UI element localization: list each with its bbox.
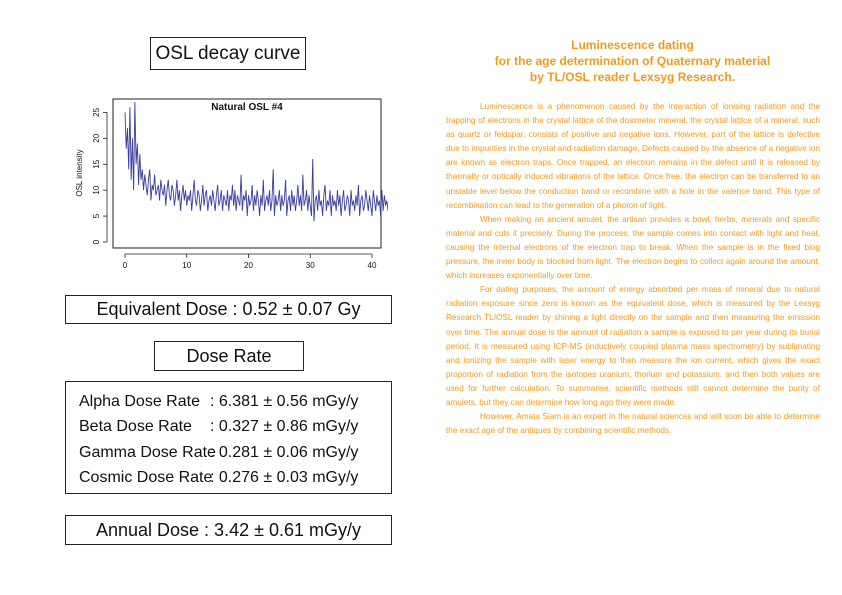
article-title [470, 37, 795, 85]
article-paragraph: When making an ancient amulet, the artisan provides a bowl, herbs, minerals and specific material and cuts it precisely. During the process, the sample comes into contact with light and heat, causing the internal electrons of the electron trap to break. When the sample is in the fixed blog pressure, the inner body is blocked from light. The electron begins to collect again around the amount, which increases exponentially over time. [446, 214, 820, 281]
x-tick-label: 30 [305, 261, 315, 270]
osl-decay-curve-title-text: OSL decay curve [155, 42, 301, 64]
x-tick-label: 10 [182, 261, 192, 270]
x-tick-label: 0 [122, 261, 128, 270]
rate-value: : 0.276 ± 0.03 mGy/y [210, 469, 359, 487]
rate-label: Cosmic Dose Rate [79, 469, 213, 487]
equivalent-dose-text: Equivalent Dose : 0.52 ± 0.07 Gy [96, 299, 361, 319]
osl-decay-chart [68, 92, 388, 277]
alpha-dose-rate-row [66, 389, 391, 415]
y-tick-label: 20 [92, 133, 101, 143]
osl-decay-curve-title [150, 37, 306, 70]
x-tick-label: 20 [244, 261, 253, 270]
x-tick-label: 40 [367, 261, 377, 270]
equivalent-dose-box [65, 295, 392, 324]
cosmic-dose-rate-row [66, 466, 391, 492]
gamma-dose-rate-row [66, 440, 391, 466]
dose-rate-heading: Dose Rate [186, 345, 272, 366]
y-axis [92, 107, 107, 244]
article-body [446, 100, 820, 438]
article-paragraph: Luminescence is a phenomenon caused by the interaction of ionising radiation and the trapping of electrons in the crystal lattice of the dosimeter mineral. the crystal lattice of a mineral, such as quartz or feldspar, consists of positive and negative ions. However, part of the lattice is defective due to impurities in the crystal and radiation damage. Defects caused by the absence of a negative ion are known as electron traps. Once trapped, an electron remains in the defect until it is released by thermally or optically induced vibrations of the lattice. Once free, the electron can be transferred to an unstable level below the conduction band or recombine with a hole in the valence band. This type of recombination can lead to the generation of a photon of light. [446, 102, 820, 210]
annual-dose-text: Annual Dose : 3.42 ± 0.61 mGy/y [95, 519, 362, 540]
rate-value: : 6.381 ± 0.56 mGy/y [210, 392, 359, 410]
plot-frame [113, 99, 381, 248]
article-title-line: by TL/OSL reader Lexsyg Research. [529, 70, 736, 84]
rate-value: : 0.281 ± 0.06 mGy/y [210, 443, 359, 461]
beta-dose-rate-row [66, 415, 391, 441]
x-axis [123, 254, 377, 270]
y-axis-label: OSL intensity [75, 149, 84, 197]
article-paragraph: However, Amata Siam is an expert in the natural sciences and will soon be able to determine the exact age of the antiques by combining scientific methods. [446, 412, 820, 436]
rate-label: Alpha Dose Rate [79, 392, 200, 410]
rate-value: : 0.327 ± 0.86 mGy/y [210, 418, 359, 436]
annual-dose-box [65, 515, 392, 545]
article-title-line: for the age determination of Quaternary material [494, 54, 771, 68]
rate-label: Beta Dose Rate [79, 418, 192, 436]
dose-rate-heading-box [154, 341, 304, 371]
y-tick-label: 25 [92, 107, 101, 117]
y-tick-label: 0 [92, 239, 101, 245]
article-title-line: Luminescence dating [571, 38, 694, 52]
y-tick-label: 15 [92, 159, 101, 169]
y-tick-label: 5 [92, 213, 101, 219]
rate-label: Gamma Dose Rate [79, 443, 216, 461]
dose-rates-table [65, 381, 392, 494]
y-tick-label: 10 [92, 185, 101, 195]
article-paragraph: For dating purposes, the amount of energy absorbed per mass of mineral due to natural radiation exposure since zero is known as the equivalent dose, which is measured by the Lexsyg Research TL/OSL reader by shining a light directly on the sample and then measuring the emission over time. The annual dose is the amount of radiation a sample is exposed to per year during its burial period. It is measured using ICP-MS (inductively coupled plasma mass spectrometry) by sublimating and ionizing the sample with laser energy to then measure the ion current, which gives the exact proportion of radiation from the isotopes uranium, thorium and potassium, and then both values are used for further calculation. To summarise, scientific methods still cannot determine the purity of amulets, but they can determine how long ago they were made. [446, 285, 820, 407]
chart-title: Natural OSL #4 [211, 102, 283, 113]
